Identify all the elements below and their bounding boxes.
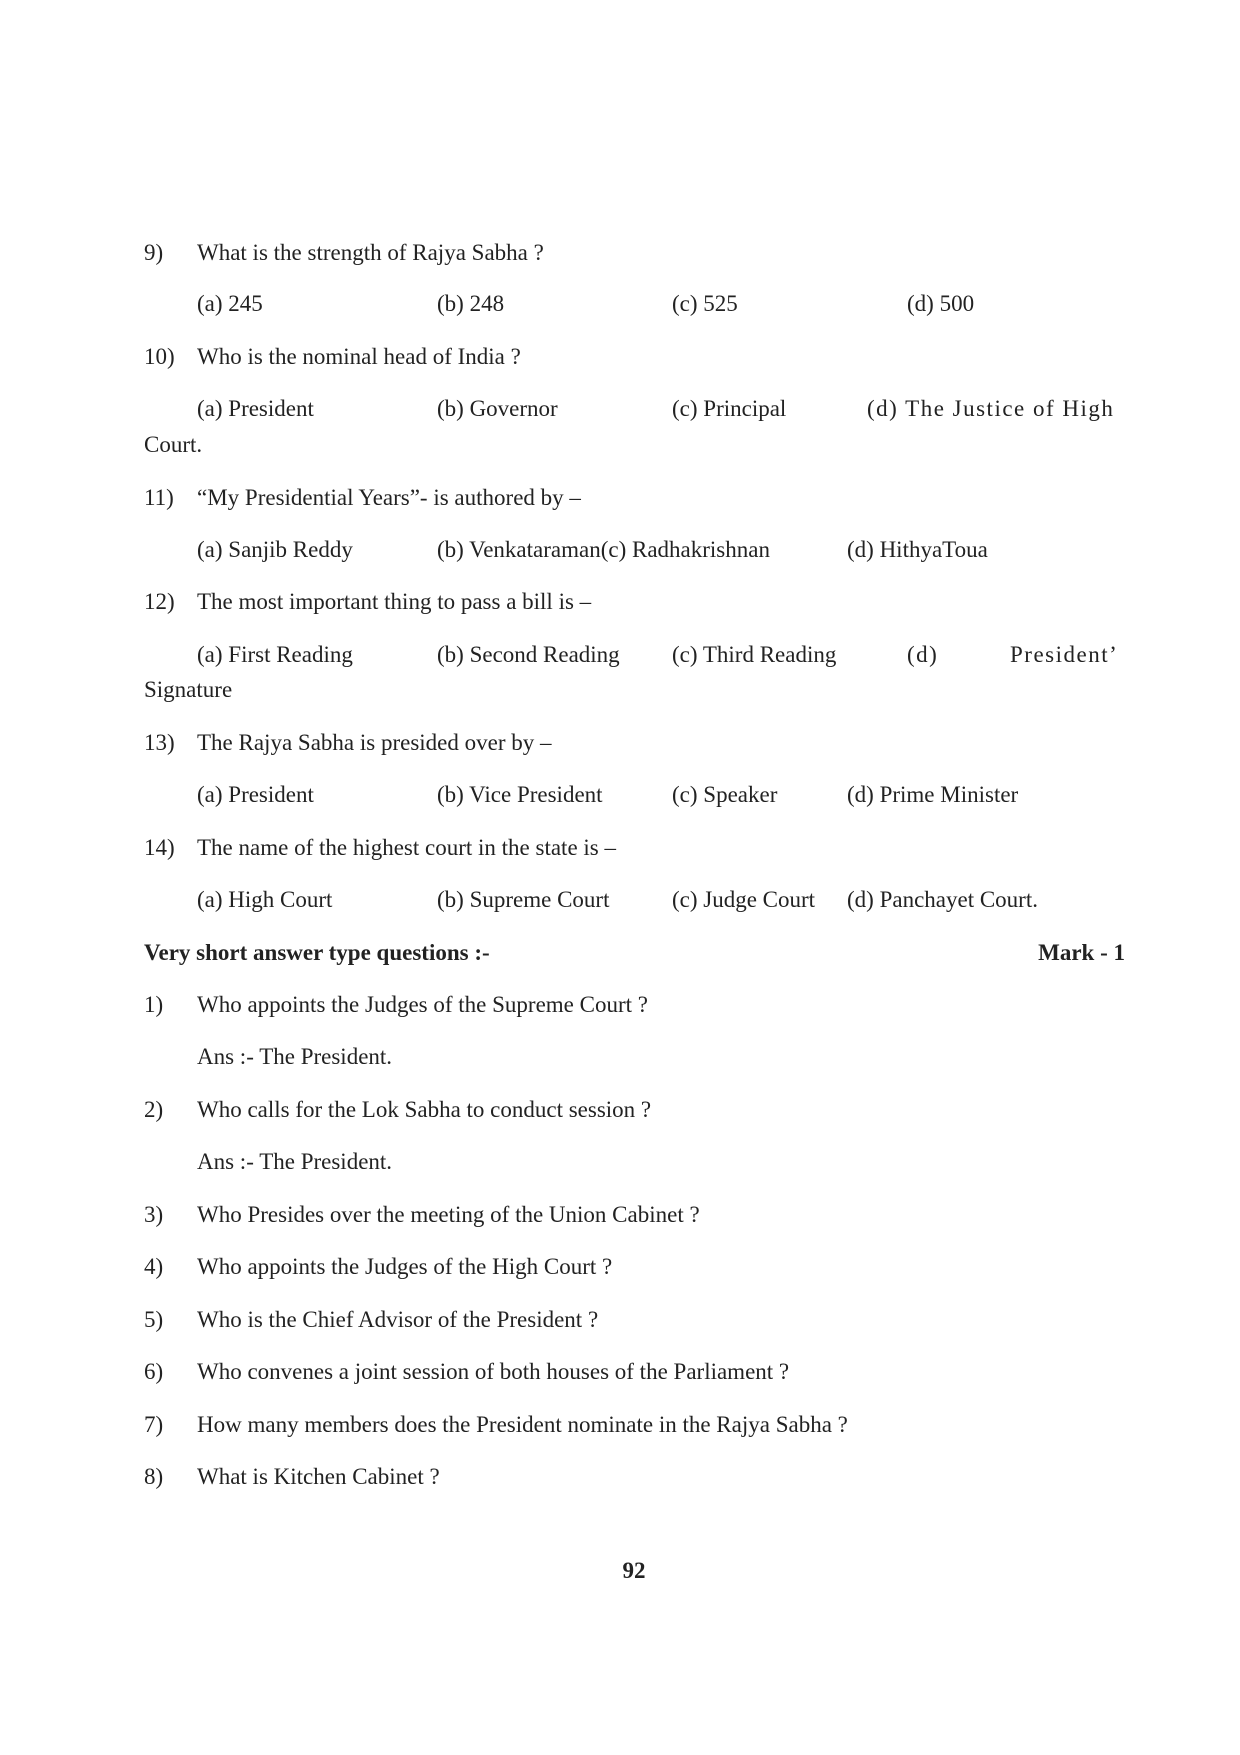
question-number: 2) <box>144 1097 164 1122</box>
option-c: (c) Speaker <box>672 782 778 807</box>
option-d-text: President’ <box>1010 642 1119 667</box>
question-number: 4) <box>144 1254 164 1279</box>
question-text: Who is the Chief Advisor of the President ? <box>197 1307 599 1332</box>
answer-text: Ans :- The President. <box>197 1149 393 1174</box>
question-text: What is Kitchen Cabinet ? <box>197 1464 440 1489</box>
question-text: Who calls for the Lok Sabha to conduct session ? <box>197 1097 652 1122</box>
option-a: (a) High Court <box>197 887 333 912</box>
question-number: 8) <box>144 1464 164 1489</box>
question-text: The most important thing to pass a bill is – <box>197 589 592 614</box>
option-d: (d) Panchayet Court. <box>847 887 1038 912</box>
option-a: (a) President <box>197 782 314 807</box>
question-text: How many members does the President nominate in the Rajya Sabha ? <box>197 1412 848 1437</box>
option-d: (d) Prime Minister <box>847 782 1019 807</box>
option-continuation: Court. <box>144 432 203 457</box>
question-text: “My Presidential Years”- is authored by – <box>197 485 581 510</box>
question-text: Who appoints the Judges of the Supreme Court ? <box>197 992 648 1017</box>
option-c: (c) 525 <box>672 291 738 316</box>
question-number: 6) <box>144 1359 164 1384</box>
question-number: 14) <box>144 835 175 860</box>
section-marks: Mark - 1 <box>1038 940 1125 965</box>
section-title: Very short answer type questions :- <box>144 940 490 965</box>
option-b: (b) Vice President <box>437 782 603 807</box>
question-text: Who convenes a joint session of both houses of the Parliament ? <box>197 1359 790 1384</box>
option-b-c: (b) Venkataraman(c) Radhakrishnan <box>437 537 770 562</box>
question-text: The name of the highest court in the state is – <box>197 835 616 860</box>
option-d: (d) 500 <box>907 291 975 316</box>
question-text: Who is the nominal head of India ? <box>197 344 521 369</box>
option-b: (b) 248 <box>437 291 505 316</box>
question-text: The Rajya Sabha is presided over by – <box>197 730 552 755</box>
question-text: What is the strength of Rajya Sabha ? <box>197 240 544 265</box>
question-number: 3) <box>144 1202 164 1227</box>
option-d: (d) The Justice of High <box>867 396 1115 421</box>
question-text: Who Presides over the meeting of the Union Cabinet ? <box>197 1202 700 1227</box>
option-b: (b) Supreme Court <box>437 887 610 912</box>
option-a: (a) Sanjib Reddy <box>197 537 353 562</box>
option-d: (d) HithyaToua <box>847 537 988 562</box>
option-c: (c) Third Reading <box>672 642 837 667</box>
option-continuation: Signature <box>144 677 233 702</box>
question-number: 11) <box>144 485 174 510</box>
option-a: (a) 245 <box>197 291 263 316</box>
answer-text: Ans :- The President. <box>197 1044 393 1069</box>
question-number: 5) <box>144 1307 164 1332</box>
option-b: (b) Governor <box>437 396 558 421</box>
question-number: 10) <box>144 344 175 369</box>
option-a: (a) President <box>197 396 314 421</box>
question-number: 7) <box>144 1412 164 1437</box>
option-c: (c) Judge Court <box>672 887 816 912</box>
option-a: (a) First Reading <box>197 642 353 667</box>
option-c: (c) Principal <box>672 396 787 421</box>
question-number: 1) <box>144 992 164 1017</box>
question-text: Who appoints the Judges of the High Court ? <box>197 1254 613 1279</box>
question-number: 9) <box>144 240 164 265</box>
question-number: 13) <box>144 730 175 755</box>
question-number: 12) <box>144 589 175 614</box>
option-b: (b) Second Reading <box>437 642 620 667</box>
option-d: (d) <box>907 642 939 667</box>
page-number: 92 <box>622 1558 646 1583</box>
